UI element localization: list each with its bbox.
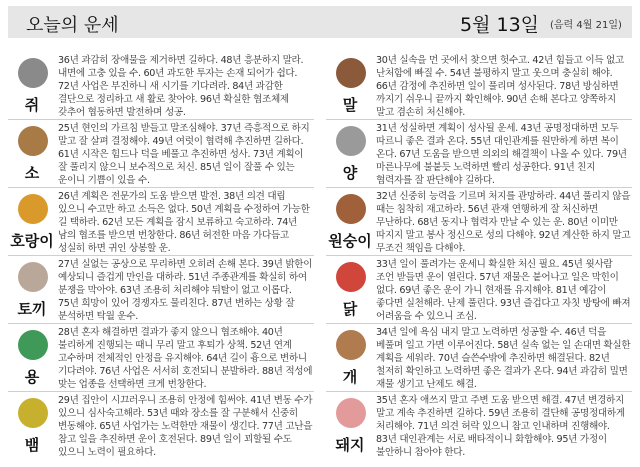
dragon-icon	[18, 330, 48, 360]
zodiac-name: 소	[24, 164, 40, 182]
rabbit-icon	[18, 262, 48, 292]
zodiac-block	[326, 52, 374, 119]
fortune-text: 32년 신중히 능력을 기르며 처지를 관망하라. 44년 풀리지 않을 때는 침착히 재고하라. 56년 관재 연행하게 잘 처신하면 무난하다. 68년 동지나 협력자 만날 수 있는 운. 80년 이미만 따지지 말고 봉사 정신으로 성의 다해야. 92년 계산한 하지 말고 무조건 책임을 다해야.	[376, 191, 631, 254]
zodiac-name: 호랑이	[10, 232, 54, 250]
zodiac-block	[8, 188, 56, 255]
fortune-entry	[326, 392, 632, 459]
fortune-text: 28년 혼자 해결하면 결과가 좋지 않으니 협조해야. 40년 불리하게 진행되는 때니 무리 말고 후퇴가 상책. 52년 연계 고수하며 전체적인 안정을 유지해야. 64년 길이 흉으로 변하니 기다려야. 76년 사업은 서서히 호전되니 분발하라. 88년 적성에 맞는 업종을 선택하면 크게 번창한다.	[58, 327, 313, 390]
fortune-text: 30년 실속을 먼 곳에서 찾으면 헛수고. 42년 힘들고 이득 없고 난처함에 빠질 수. 54년 불평하지 말고 웃으며 충실히 해야. 66년 감정에 추진하면 일이 풀리며 성사된다. 78년 방심하면 까지기 쉬우니 끝까지 확인해야. 90년 손해 본다고 양쪽하지 말고 겸손히 처신해야.	[376, 55, 624, 118]
fortune-text: 33년 일이 풀려가는 운세니 확실한 처신 필요. 45년 윗사람 조언 받들면 운이 열린다. 57년 재물은 붙어나고 일은 막힌이 없다. 69년 좋은 운이 가니 현재를 유지해야. 81년 예감이 좋다면 실천해라. 난제 풀린다. 93년 즐겁다고 자칫 방탕에 빠져 어려움을 수 있으니 조심.	[376, 259, 631, 322]
dog-icon	[336, 330, 366, 360]
zodiac-block	[8, 256, 56, 323]
zodiac-block	[326, 256, 374, 323]
rooster-icon	[336, 262, 366, 292]
rat-icon	[18, 58, 48, 88]
zodiac-block	[8, 52, 56, 119]
pig-icon	[336, 398, 366, 428]
zodiac-name: 양	[342, 164, 358, 182]
lunar-date-label: (음력 4월 21일)	[550, 20, 622, 31]
fortune-text: 34년 일에 욕심 내지 말고 노력하면 성공할 수. 46년 덕을 베풀며 일고 가면 이루어진다. 58년 실속 없는 일 손대면 확실한 계획을 세워라. 70년 슬쓴수밖에 추진하면 해결된다. 82년 철저히 확인하고 노력하면 좋은 결과가 온다. 94년 과감히 밀면 재물 생기고 난제도 해결.	[376, 327, 631, 390]
fortune-entry	[8, 52, 314, 120]
zodiac-name: 원숭이	[328, 232, 372, 250]
page-header	[0, 0, 640, 44]
zodiac-name: 돼지	[335, 436, 365, 454]
fortune-entry	[326, 324, 632, 392]
zodiac-name: 쥐	[24, 96, 40, 114]
sheep-icon	[336, 126, 366, 156]
fortune-text: 26년 계획은 전문가의 도움 받으면 발전. 38년 의견 대립 있으니 수고만 하고 소득은 없다. 50년 계획을 수정하여 가능한 길 택하라. 62년 모든 계획을 잠시 보류하고 숙고하라. 74년 남의 협조를 받으면 번창한다. 86년 허전한 마음 가다듬고 성실히 하면 귀인 상봉할 운.	[58, 191, 310, 254]
fortune-text: 36년 과감히 장애물을 제거하면 길하다. 48년 흥분하지 말라. 내면에 고충 있을 수. 60년 과도한 투자는 손재 되어가 쉽다. 72년 사업은 부진하니 새 시기를 기다려라. 84년 과감한 결단으로 정리하고 새 활로 찾아야. 96년 확실한 협조체제 갖추어 협동하면 발전하며 성공.	[58, 55, 304, 118]
tiger-icon	[18, 194, 48, 224]
fortune-entry	[8, 120, 314, 188]
page-title: 오늘의 운세	[26, 15, 119, 36]
fortune-entry	[8, 392, 314, 459]
zodiac-name: 토끼	[17, 300, 47, 318]
horse-icon	[336, 58, 366, 88]
zodiac-name: 말	[342, 96, 358, 114]
zodiac-block	[8, 120, 56, 187]
date-label: 5월 13일	[460, 14, 540, 36]
fortune-text: 25년 현인의 가르침 받들고 말조심해야. 37년 즉흥적으로 하지 말고 잘 살펴 결정해야. 49년 여럿이 협력해 추진하면 길하다. 61년 시작은 힘드나 덕을 베풀고 추진하면 성사. 73년 계획이 잘 풀리지 않으니 보수적으로 처신. 85년 일이 잘풀 수 있는 운이니 기쁨이 있을 수.	[58, 123, 310, 186]
fortune-text: 29년 집안이 시끄러우니 조용히 안정에 힘써야. 41년 변동 수가 있으니 심사숙고해라. 53년 때와 장소를 잘 구분해서 신중히 변동해야. 65년 사업가는 노력한만 재물이 생긴다. 77년 고난을 참고 일을 추진하면 운이 호전된다. 89년 일이 꾀할될 수도 있으니 노력이 필요하다.	[58, 395, 313, 458]
zodiac-block	[326, 188, 374, 255]
fortune-text: 35년 혼자 애쓰지 말고 주변 도움 받으면 해결. 47년 변경하지 말고 계속 추진하면 길하다. 59년 조용히 결단해 공명정대하게 처리해야. 71년 의견 허락 있으니 참고 인내하며 진행해야. 83년 대인관계는 서로 배타적이니 화합해야. 95년 가정이 불안하니 참아야 한다.	[376, 395, 625, 458]
right-column	[326, 52, 632, 459]
zodiac-name: 닭	[342, 300, 358, 318]
monkey-icon	[336, 194, 366, 224]
snake-icon	[18, 398, 48, 428]
fortune-entry	[8, 324, 314, 392]
zodiac-block	[8, 324, 56, 391]
fortune-entry	[326, 52, 632, 120]
fortune-entry	[326, 188, 632, 256]
zodiac-block	[8, 392, 56, 459]
zodiac-block	[326, 324, 374, 391]
fortune-entry	[8, 256, 314, 324]
fortune-text: 27년 실없는 공상으로 무리하면 오히려 손해 본다. 39년 밝한이 예상되니 즐겁게 만인을 대하라. 51년 주종관계를 확실히 하여 분쟁을 막아야. 63년 조용히 처리해야 뒤탈이 없고 이롭다. 75년 희망이 있어 경쟁자도 물리친다. 87년 변하는 상황 잘 분석하면 탁월 운수.	[58, 259, 313, 322]
fortune-entry	[8, 188, 314, 256]
zodiac-block	[326, 392, 374, 459]
zodiac-name: 용	[24, 368, 40, 386]
zodiac-name: 뱀	[24, 436, 40, 454]
left-column	[8, 52, 314, 459]
zodiac-name: 개	[342, 368, 358, 386]
zodiac-block	[326, 120, 374, 187]
fortune-entry	[326, 256, 632, 324]
ox-icon	[18, 126, 48, 156]
fortune-entry	[326, 120, 632, 188]
fortune-text: 31년 성실하면 계획이 성사될 운세. 43년 공명정대하면 모두 따르니 좋은 결과 온다. 55년 대인관계를 원만하게 하면 복이 온다. 67년 도움을 받으면 의외의 해결책이 나올 수 있다. 79년 마른나무에 불붙듯 노력하면 빨리 성공한다. 91년 친지 협력자를 잘 판단해야 길하다.	[376, 123, 627, 186]
